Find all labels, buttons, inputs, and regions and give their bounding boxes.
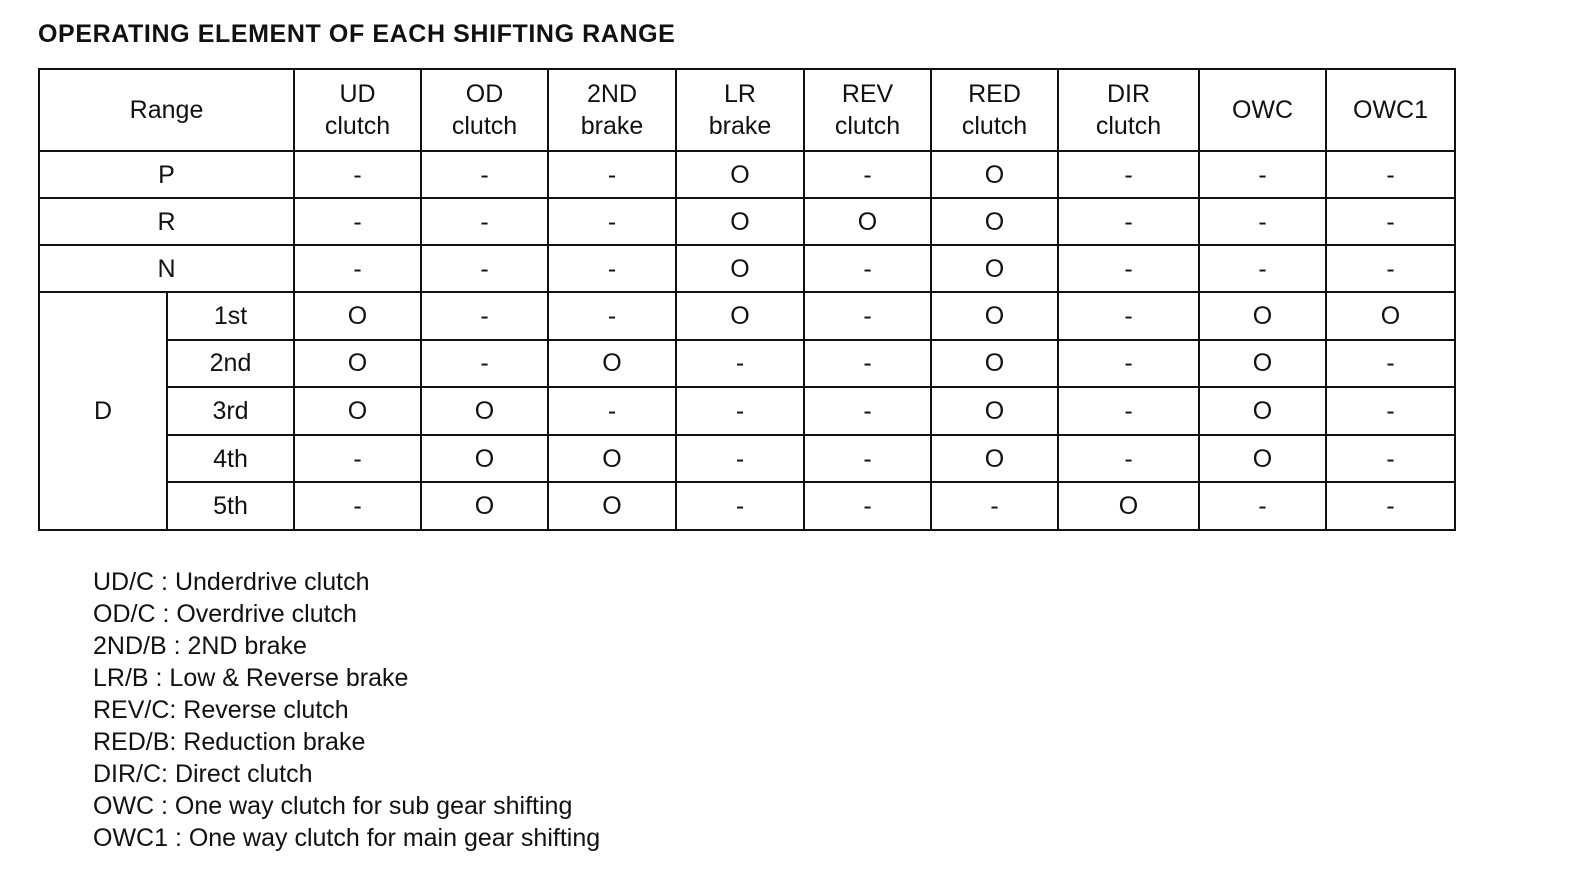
- legend-item: OWC : One way clutch for sub gear shifting: [93, 792, 573, 820]
- status-cell: -: [1199, 151, 1326, 198]
- gear-label: 3rd: [167, 387, 294, 435]
- status-cell: -: [676, 482, 804, 530]
- status-cell: -: [676, 435, 804, 483]
- status-cell: -: [1326, 387, 1455, 435]
- legend-item: DIR/C: Direct clutch: [93, 760, 313, 788]
- column-header-line2: brake: [580, 112, 644, 140]
- column-header: [1326, 69, 1455, 151]
- status-cell: O: [931, 435, 1058, 483]
- status-cell: -: [1058, 245, 1199, 292]
- status-cell: O: [1058, 482, 1199, 530]
- status-cell: O: [931, 292, 1058, 340]
- status-cell: -: [804, 340, 931, 388]
- column-header-line2: clutch: [961, 112, 1028, 140]
- status-cell: O: [1199, 387, 1326, 435]
- gear-label: 2nd: [167, 340, 294, 388]
- status-cell: O: [931, 387, 1058, 435]
- status-cell: -: [1058, 435, 1199, 483]
- column-header: [931, 69, 1058, 151]
- legend-item: 2ND/B : 2ND brake: [93, 632, 307, 660]
- legend-item: UD/C : Underdrive clutch: [93, 568, 370, 596]
- status-cell: O: [421, 387, 548, 435]
- table-row: [39, 387, 1455, 435]
- gear-label: 1st: [167, 292, 294, 340]
- page-title: OPERATING ELEMENT OF EACH SHIFTING RANGE: [38, 20, 676, 48]
- status-cell: -: [1058, 340, 1199, 388]
- status-cell: O: [294, 340, 421, 388]
- range-header: Range: [39, 69, 294, 151]
- column-header-line1: OWC1: [1353, 96, 1429, 124]
- status-cell: -: [804, 292, 931, 340]
- column-header-line1: REV: [841, 80, 894, 108]
- column-header-line1: OD: [465, 80, 504, 108]
- status-cell: -: [1199, 482, 1326, 530]
- status-cell: O: [294, 387, 421, 435]
- status-cell: O: [421, 435, 548, 483]
- column-header-line1: LR: [724, 80, 756, 108]
- status-cell: -: [294, 482, 421, 530]
- header-row: [39, 69, 1455, 151]
- legend-item: LR/B : Low & Reverse brake: [93, 664, 409, 692]
- range-label: N: [39, 245, 294, 292]
- status-cell: -: [931, 482, 1058, 530]
- status-cell: O: [676, 292, 804, 340]
- abbreviation-legend: [93, 566, 600, 854]
- status-cell: O: [1199, 340, 1326, 388]
- status-cell: -: [1058, 387, 1199, 435]
- status-cell: -: [548, 292, 676, 340]
- status-cell: -: [1326, 482, 1455, 530]
- column-header: [421, 69, 548, 151]
- status-cell: -: [1326, 435, 1455, 483]
- table-row: [39, 245, 1455, 292]
- status-cell: O: [676, 245, 804, 292]
- status-cell: O: [548, 435, 676, 483]
- legend-item: OD/C : Overdrive clutch: [93, 600, 357, 628]
- status-cell: -: [548, 387, 676, 435]
- status-cell: -: [1326, 245, 1455, 292]
- status-cell: -: [804, 151, 931, 198]
- status-cell: O: [931, 340, 1058, 388]
- status-cell: O: [548, 482, 676, 530]
- status-cell: -: [804, 387, 931, 435]
- status-cell: O: [1199, 292, 1326, 340]
- column-header-line2: brake: [708, 112, 772, 140]
- table-body: [39, 69, 1455, 530]
- status-cell: -: [294, 198, 421, 245]
- column-header: [294, 69, 421, 151]
- status-cell: -: [421, 151, 548, 198]
- status-cell: -: [1058, 151, 1199, 198]
- status-cell: O: [676, 198, 804, 245]
- status-cell: O: [1326, 292, 1455, 340]
- status-cell: -: [804, 245, 931, 292]
- status-cell: O: [421, 482, 548, 530]
- column-header-line1: 2ND: [587, 80, 638, 108]
- status-cell: -: [676, 387, 804, 435]
- table-row: [39, 151, 1455, 198]
- column-header-line2: clutch: [834, 112, 901, 140]
- status-cell: -: [548, 198, 676, 245]
- table-row: [39, 198, 1455, 245]
- column-header: [548, 69, 676, 151]
- column-header-line2: clutch: [324, 112, 391, 140]
- status-cell: -: [1058, 292, 1199, 340]
- status-cell: O: [676, 151, 804, 198]
- range-label-drive: D: [39, 292, 167, 530]
- status-cell: -: [548, 151, 676, 198]
- gear-label: 5th: [167, 482, 294, 530]
- status-cell: -: [421, 198, 548, 245]
- column-header: [676, 69, 804, 151]
- gear-label: 4th: [167, 435, 294, 483]
- range-label: P: [39, 151, 294, 198]
- status-cell: O: [548, 340, 676, 388]
- status-cell: O: [931, 245, 1058, 292]
- status-cell: -: [1199, 198, 1326, 245]
- legend-item: REV/C: Reverse clutch: [93, 696, 349, 724]
- status-cell: -: [421, 292, 548, 340]
- status-cell: -: [294, 245, 421, 292]
- legend-item: RED/B: Reduction brake: [93, 728, 366, 756]
- status-cell: O: [931, 151, 1058, 198]
- status-cell: -: [676, 340, 804, 388]
- column-header: [1199, 69, 1326, 151]
- column-header: [804, 69, 931, 151]
- status-cell: O: [931, 198, 1058, 245]
- table-row: [39, 435, 1455, 483]
- column-header-line2: clutch: [451, 112, 518, 140]
- column-header-line1: RED: [968, 80, 1021, 108]
- column-header-line1: OWC: [1231, 96, 1294, 124]
- status-cell: -: [421, 340, 548, 388]
- status-cell: -: [1199, 245, 1326, 292]
- operating-element-table: [38, 68, 1456, 531]
- status-cell: -: [804, 435, 931, 483]
- status-cell: O: [294, 292, 421, 340]
- status-cell: O: [1199, 435, 1326, 483]
- status-cell: -: [1058, 198, 1199, 245]
- table-row: [39, 340, 1455, 388]
- status-cell: -: [421, 245, 548, 292]
- column-header-line1: UD: [339, 80, 376, 108]
- column-header: [1058, 69, 1199, 151]
- status-cell: -: [1326, 340, 1455, 388]
- status-cell: O: [804, 198, 931, 245]
- status-cell: -: [1326, 151, 1455, 198]
- status-cell: -: [804, 482, 931, 530]
- status-cell: -: [294, 435, 421, 483]
- column-header-line1: DIR: [1106, 80, 1151, 108]
- column-header-line2: clutch: [1095, 112, 1162, 140]
- legend-item: OWC1 : One way clutch for main gear shifting: [93, 824, 601, 852]
- range-label: R: [39, 198, 294, 245]
- table-row: [39, 292, 1455, 340]
- status-cell: -: [294, 151, 421, 198]
- status-cell: -: [548, 245, 676, 292]
- table-row: [39, 482, 1455, 530]
- status-cell: -: [1326, 198, 1455, 245]
